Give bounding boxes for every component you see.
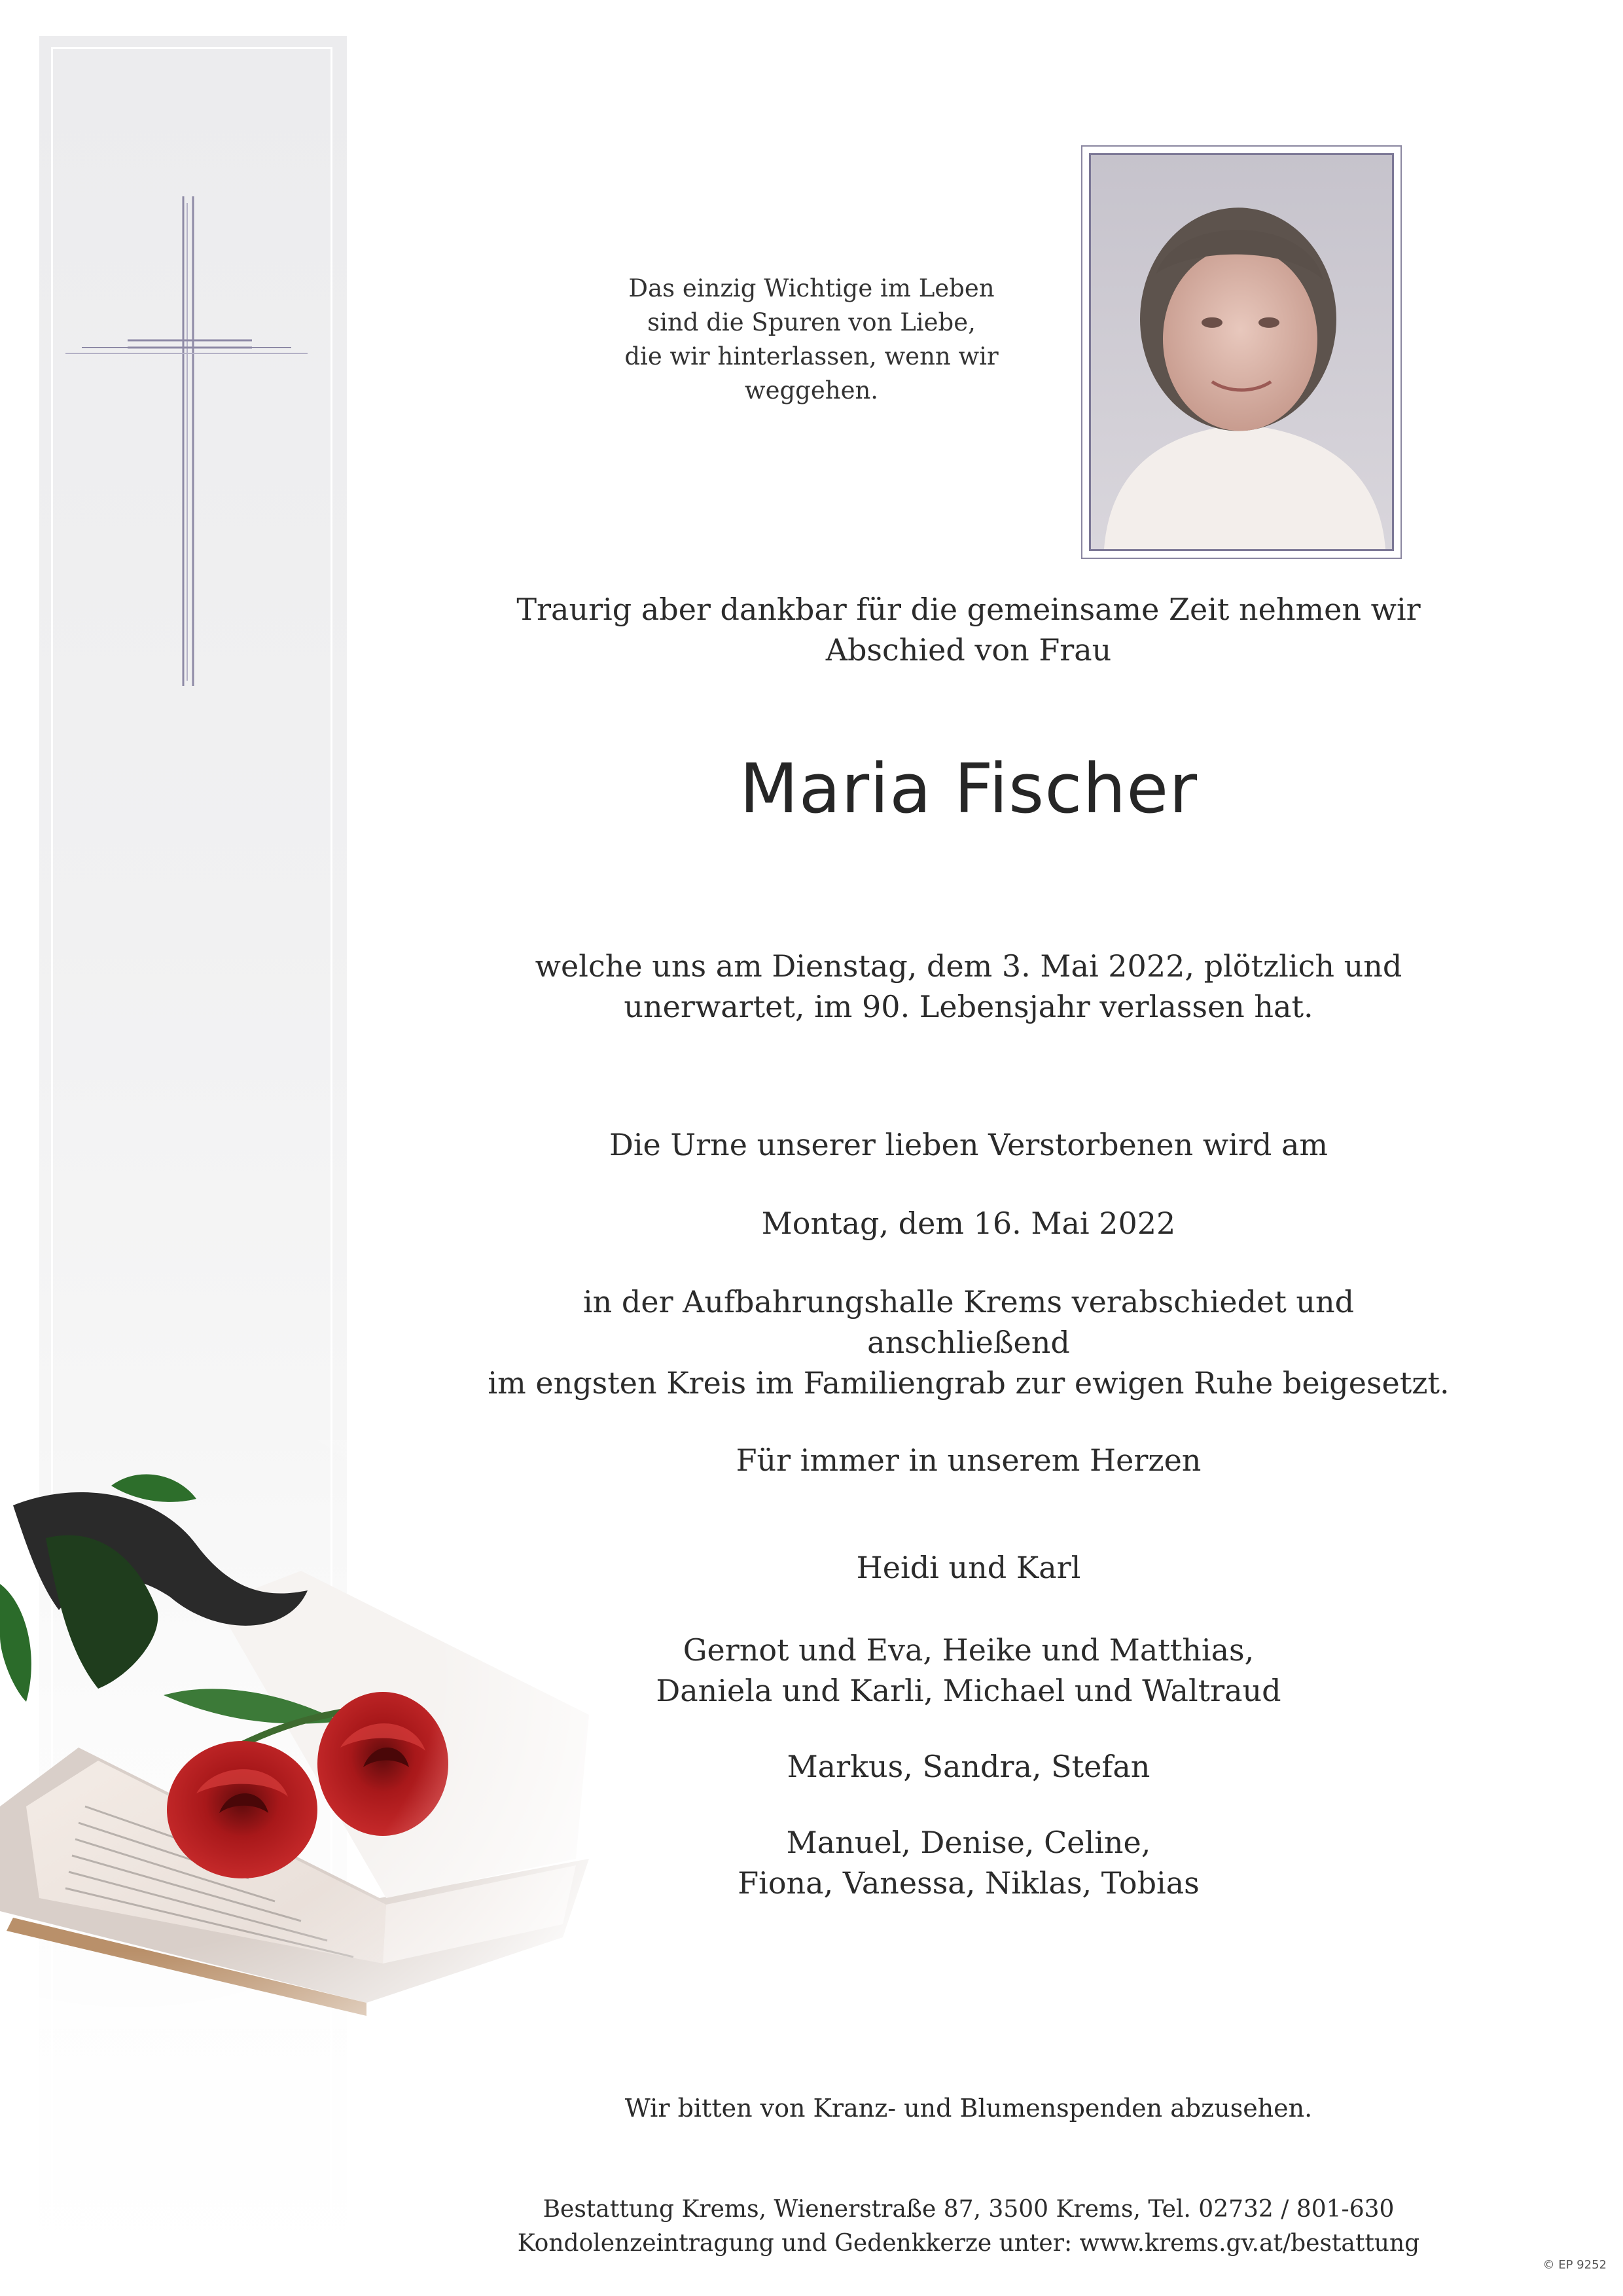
quote-line: die wir hinterlassen, wenn wir	[624, 342, 999, 370]
quote-line: Das einzig Wichtige im Leben	[628, 274, 995, 302]
portrait-frame	[1081, 145, 1402, 559]
funeral-line-3: in der Aufbahrungshalle Krems verabschiedet und anschließend	[582, 1284, 1355, 1360]
death-notice	[478, 946, 1459, 1027]
mourner-group	[478, 1630, 1459, 1711]
intro-text	[478, 589, 1459, 670]
intro-line-2: Abschied von Frau	[825, 632, 1112, 668]
quote-block	[576, 272, 1047, 408]
funeral-home-footer	[478, 2193, 1459, 2261]
mourner-line: Markus, Sandra, Stefan	[787, 1749, 1150, 1784]
copyright-mark: © EP 9252	[1543, 2258, 1607, 2272]
mourner-line: Manuel, Denise, Celine,	[786, 1825, 1151, 1860]
portrait-photo	[1089, 153, 1394, 551]
mourner-group	[478, 1822, 1459, 1903]
mourner-line: Daniela und Karli, Michael und Waltraud	[656, 1673, 1281, 1708]
cross-icon	[65, 196, 314, 694]
roses-on-book-image	[0, 1440, 654, 2029]
footer-condolence: Kondolenzeintragung und Gedenkkerze unter: www.krems.gv.at/bestattung	[517, 2230, 1420, 2257]
mourner-group	[478, 1746, 1459, 1787]
deceased-name: Maria Fischer	[739, 749, 1198, 829]
footer-address: Bestattung Krems, Wienerstraße 87, 3500 Krems, Tel. 02732 / 801-630	[543, 2196, 1395, 2223]
mourner-line: Gernot und Eva, Heike und Matthias,	[683, 1632, 1255, 1668]
mourner-line: Fiona, Vanessa, Niklas, Tobias	[738, 1865, 1200, 1901]
flower-request: Wir bitten von Kranz- und Blumenspenden abzusehen.	[624, 2094, 1313, 2123]
funeral-details	[478, 1282, 1459, 1403]
quote-line: weggehen.	[744, 376, 879, 404]
quote-line: sind die Spuren von Liebe,	[647, 308, 976, 336]
mourner-group	[478, 1547, 1459, 1588]
funeral-intro: Die Urne unserer lieben Verstorbenen wird am	[609, 1127, 1329, 1162]
funeral-line-4: im engsten Kreis im Familiengrab zur ewigen Ruhe beigesetzt.	[488, 1365, 1450, 1401]
intro-line-1: Traurig aber dankbar für die gemeinsame Zeit nehmen wir	[516, 592, 1421, 627]
closing-line: Für immer in unserem Herzen	[736, 1443, 1202, 1478]
mourner-line: Heidi und Karl	[856, 1550, 1081, 1585]
death-line-1: welche uns am Dienstag, dem 3. Mai 2022, plötzlich und	[535, 948, 1402, 984]
death-line-2: unerwartet, im 90. Lebensjahr verlassen hat.	[624, 989, 1313, 1024]
funeral-date: Montag, dem 16. Mai 2022	[761, 1206, 1176, 1241]
